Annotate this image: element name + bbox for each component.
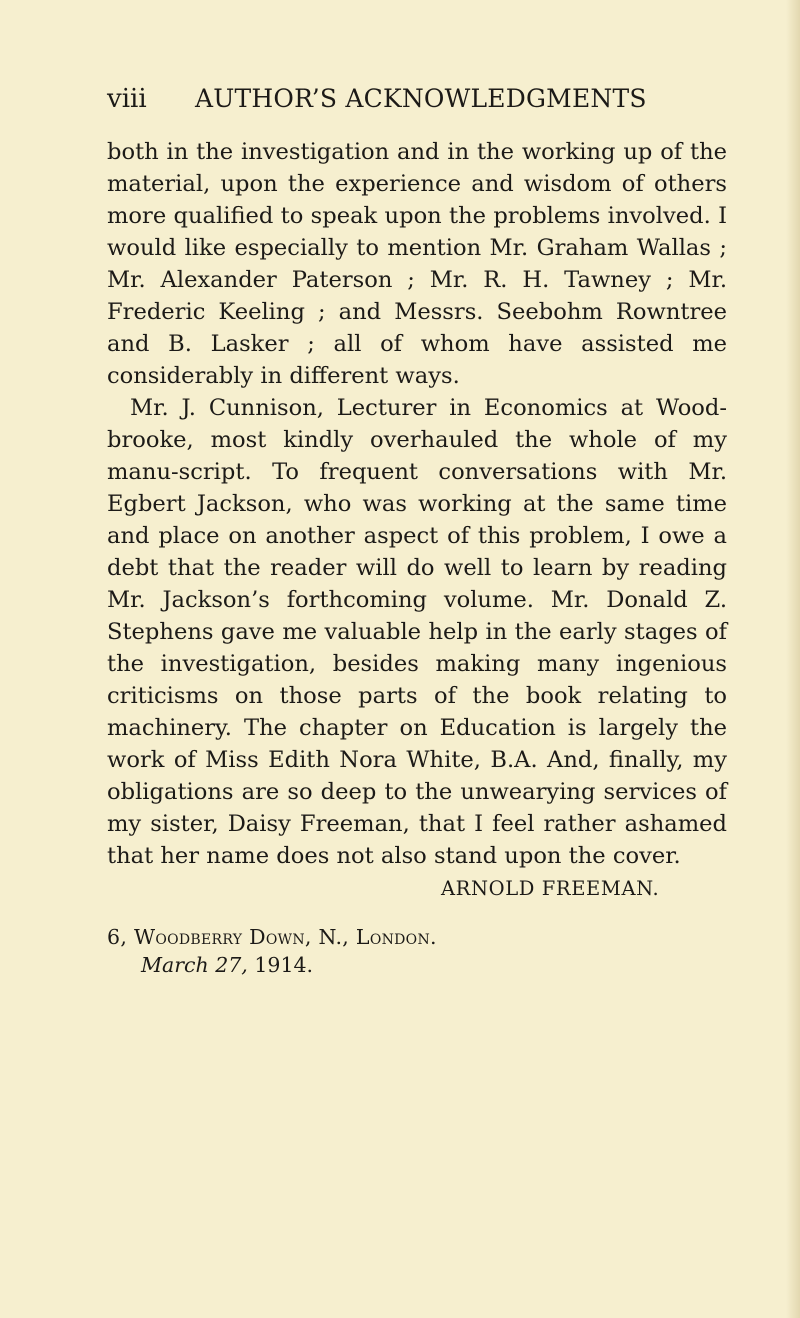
author-signature: ARNOLD FREEMAN. [441, 877, 660, 900]
letter-date [141, 951, 727, 979]
paragraph-continued: both in the investigation and in the working up of the material, upon the experience and wisdom of others more qualified to speak upon the problems involved. I would like especially to mention Mr. Graham Wallas ; Mr. Alexander Paterson ; Mr. R. H. Tawney ; Mr. Frederic Keeling ; and Messrs. Seebohm Rowntree and B. Lasker ; all of whom have assisted me considerably in different ways. [107, 139, 727, 389]
address-line: 6, Woodberry Down, N., London. [107, 925, 437, 949]
acknowledgments-body [107, 136, 727, 872]
page-number: viii [107, 84, 147, 114]
chapter-title: AUTHOR’S ACKNOWLEDGMENTS [195, 84, 647, 113]
author-address [107, 923, 727, 951]
book-page [107, 84, 727, 979]
date-year: 1914. [254, 953, 314, 977]
running-head [107, 84, 727, 124]
page-edge-shadow [786, 0, 800, 1318]
date-month-day: March 27, [141, 953, 248, 977]
paragraph-cunnison: Mr. J. Cunnison, Lecturer in Economics at Wood-brooke, most kindly overhauled the whole of my manu-script. To frequent conversations with Mr. Egbert Jackson, who was working at the same time and place on another aspect of this problem, I owe a debt that the reader will do well to learn by reading Mr. Jackson’s forthcoming volume. Mr. Donald Z. Stephens gave me valuable help in the early stages of the investigation, besides making many ingenious criticisms on those parts of the book relating to machinery. The chapter on Education is largely the work of Miss Edith Nora White, B.A. And, finally, my obligations are so deep to the unwearying services of my sister, Daisy Freeman, that I feel rather ashamed that her name does not also stand upon the cover. [107, 395, 727, 869]
